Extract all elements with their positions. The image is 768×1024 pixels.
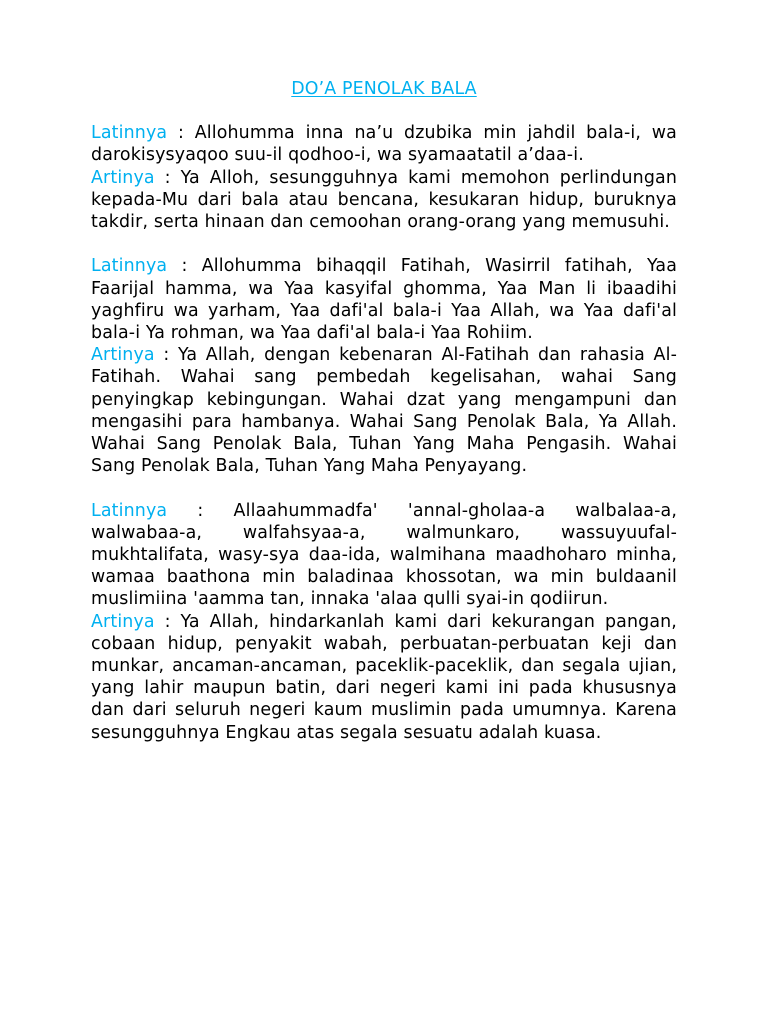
latin-paragraph (91, 255, 677, 344)
translation-label: Artinya (91, 345, 155, 366)
translation-text: : Ya Alloh, sesungguhnya kami memohon perlindungan kepada-Mu dari bala atau bencana, kesukaran hidup, buruknya takdir, serta hinaan dan cemoohan orang-orang yang memusuhi. (91, 167, 677, 233)
latin-text: : Allohumma inna na’u dzubika min jahdil bala-i, wa darokisysyaqoo suu-il qodhoo-i, wa syamaatatil a’daa-i. (91, 123, 677, 166)
latin-text: : Allaahummadfa' 'annal-gholaa-a walbalaa-a, walwabaa-a, walfahsyaa-a, walmunkaro, wassuyuufal-mukhtalifata, wasy-sya daa-ida, walmihana maadhoharo minha, wamaa baathona min baladinaa khossotan, wa min buldaanil muslimiina 'aamma tan, innaka 'alaa qulli syai-in qodiirun. (91, 500, 677, 610)
document-title: DO’A PENOLAK BALA (291, 79, 477, 99)
translation-label: Artinya (91, 611, 155, 632)
prayer-section-2 (91, 255, 677, 477)
latin-paragraph (91, 122, 677, 166)
latin-label: Latinnya (91, 123, 168, 144)
latin-text: : Allohumma bihaqqil Fatihah, Wasirril fatihah, Yaa Faarijal hamma, wa Yaa kasyifal ghomma, Yaa Man li ibaadihi yaghfiru wa yarham, Yaa dafi'al bala-i Yaa Allah, wa Yaa dafi'al bala-i Ya rohman, wa Yaa dafi'al bala-i Yaa Rohiim. (91, 256, 677, 344)
document-page (91, 78, 677, 744)
prayer-section-3 (91, 500, 677, 744)
translation-paragraph (91, 611, 677, 744)
section-spacer (91, 233, 677, 255)
prayer-section-1 (91, 122, 677, 233)
latin-label: Latinnya (91, 500, 168, 521)
latin-paragraph (91, 500, 677, 611)
translation-text: : Ya Allah, dengan kebenaran Al-Fatihah dan rahasia Al-Fatihah. Wahai sang pembedah kegelisahan, wahai Sang penyingkap kebingungan. Wahai dzat yang mengampuni dan mengasihi para hambanya. Wahai Sang Penolak Bala, Ya Allah. Wahai Sang Penolak Bala, Tuhan Yang Maha Pengasih. Wahai Sang Penolak Bala, Tuhan Yang Maha Penyayang. (91, 345, 677, 477)
section-spacer (91, 477, 677, 499)
translation-label: Artinya (91, 167, 155, 188)
translation-text: : Ya Allah, hindarkanlah kami dari kekurangan pangan, cobaan hidup, penyakit wabah, perbuatan-perbuatan keji dan munkar, ancaman-ancaman, paceklik-paceklik, dan segala ujian, yang lahir maupun batin, dari negeri kami ini pada khususnya dan dari seluruh negeri kaum muslimin pada umumnya. Karena sesungguhnya Engkau atas segala sesuatu adalah kuasa. (91, 611, 677, 743)
latin-label: Latinnya (91, 256, 168, 277)
translation-paragraph (91, 344, 677, 477)
translation-paragraph (91, 167, 677, 234)
